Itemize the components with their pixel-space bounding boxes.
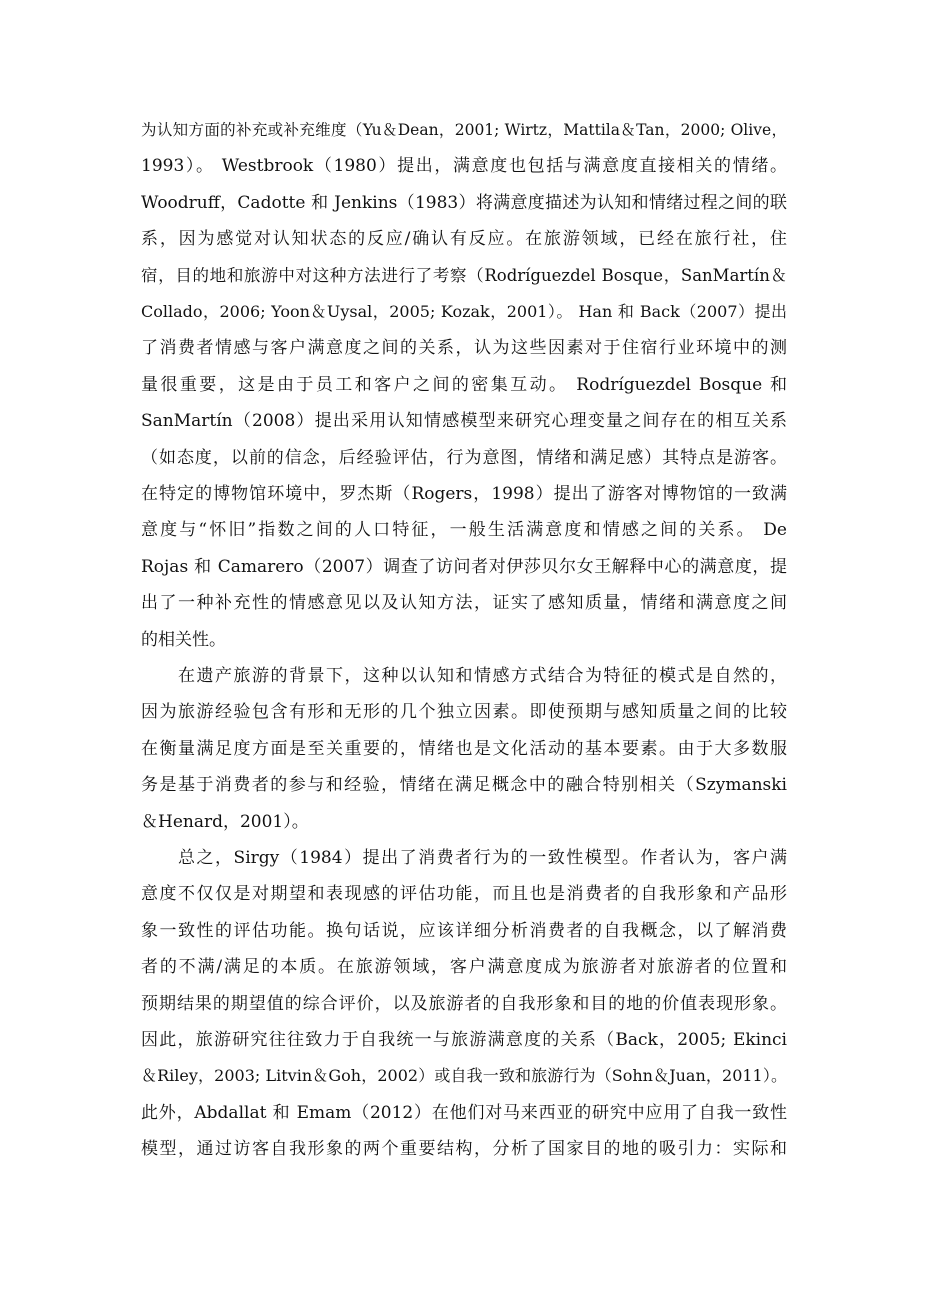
text-line: 者的不满/满足的本质。在旅游领域，客户满意度成为旅游者对旅游者的位置和: [141, 957, 787, 977]
text-line: SanMartín（2008）提出采用认知情感模型来研究心理变量之间存在的相互关系: [141, 411, 787, 431]
text-line: （如态度，以前的信念，后经验评估，行为意图，情绪和满足感）其特点是游客。: [141, 448, 787, 468]
text-line: 系，因为感觉对认知状态的反应/确认有反应。在旅游领域，已经在旅行社，住: [141, 229, 787, 249]
text-line: 意度不仅仅是对期望和表现感的评估功能，而且也是消费者的自我形象和产品形: [141, 884, 787, 904]
text-line: 因此，旅游研究往往致力于自我统一与旅游满意度的关系（Back，2005; Ekinci: [141, 1030, 787, 1050]
text-line: 预期结果的期望值的综合评价，以及旅游者的自我形象和目的地的价值表现形象。: [141, 994, 787, 1014]
text-line: 1993）。 Westbrook（1980）提出，满意度也包括与满意度直接相关的情绪。: [141, 156, 787, 176]
text-line: 此外，Abdallat 和 Emam（2012）在他们对马来西亚的研究中应用了自我一致性: [141, 1103, 787, 1123]
text-line: 象一致性的评估功能。换句话说，应该详细分析消费者的自我概念，以了解消费: [141, 921, 787, 941]
text-line: Rojas 和 Camarero（2007）调查了访问者对伊莎贝尔女王解释中心的满意度，提: [141, 557, 787, 577]
text-line: 的相关性。: [141, 630, 226, 650]
text-line: ＆Riley，2003; Litvin＆Goh，2002）或自我一致和旅游行为（Sohn＆Juan，2011）。: [141, 1066, 787, 1085]
text-line: 宿，目的地和旅游中对这种方法进行了考察（Rodríguezdel Bosque，SanMartín＆: [141, 266, 787, 285]
text-line: 总之，Sirgy（1984）提出了消费者行为的一致性模型。作者认为，客户满: [178, 848, 787, 868]
text-line: 务是基于消费者的参与和经验，情绪在满足概念中的融合特别相关（Szymanski: [141, 775, 787, 795]
text-line: 为认知方面的补充或补充维度（Yu＆Dean，2001; Wirtz，Mattila＆Tan，2000; Olive，: [141, 121, 787, 139]
text-line: 出了一种补充性的情感意见以及认知方法，证实了感知质量，情绪和满意度之间: [141, 593, 787, 613]
text-line: 量很重要，这是由于员工和客户之间的密集互动。 Rodríguezdel Bosque 和: [141, 375, 787, 395]
text-line: 在特定的博物馆环境中，罗杰斯（Rogers，1998）提出了游客对博物馆的一致满: [141, 484, 787, 504]
text-line: 意度与“怀旧”指数之间的人口特征，一般生活满意度和情感之间的关系。 De: [141, 520, 787, 540]
text-line: 在遗产旅游的背景下，这种以认知和情感方式结合为特征的模式是自然的，: [178, 666, 787, 686]
text-line: 模型，通过访客自我形象的两个重要结构，分析了国家目的地的吸引力：实际和: [141, 1139, 787, 1159]
text-line: 了消费者情感与客户满意度之间的关系，认为这些因素对于住宿行业环境中的测: [141, 338, 787, 358]
text-line: Collado，2006; Yoon＆Uysal，2005; Kozak，2001）。 Han 和 Back（2007）提出: [141, 302, 787, 321]
text-line: ＆Henard，2001）。: [141, 812, 309, 832]
text-line: Woodruff，Cadotte 和 Jenkins（1983）将满意度描述为认知和情绪过程之间的联: [141, 193, 787, 213]
text-line: 在衡量满足度方面是至关重要的，情绪也是文化活动的基本要素。由于大多数服: [141, 739, 787, 759]
text-line: 因为旅游经验包含有形和无形的几个独立因素。即使预期与感知质量之间的比较: [141, 702, 787, 722]
